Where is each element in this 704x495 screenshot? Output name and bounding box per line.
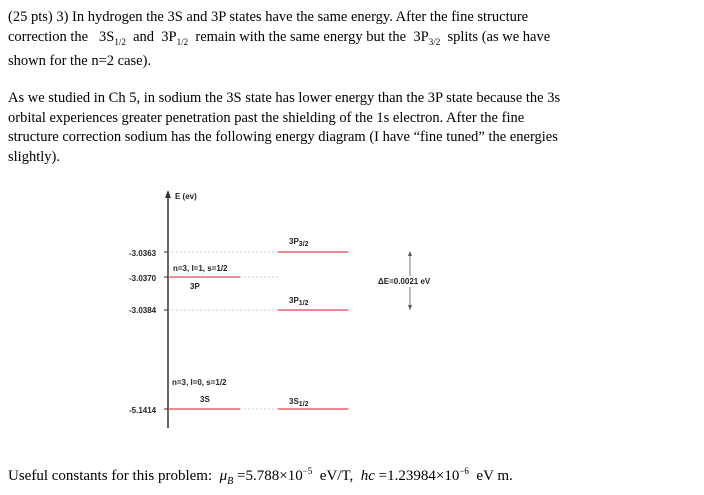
problem-line-2: correction the $3S_{1/2}$ and $3P_{1/2}$ remain with the same energy but the $3P_{3/2}$ splits (as we have	[8, 28, 551, 47]
problem-line-3: shown for the n=2 case).	[8, 52, 152, 69]
level-3p12-label: 3P1/2	[289, 296, 309, 307]
tick-label: -3.0384	[129, 306, 157, 315]
mu-b-symbol: $\mu_B$	[219, 468, 234, 487]
state-3p: $3P_{1/2}$	[161, 28, 189, 47]
mu-b-exponent: −5	[302, 466, 313, 476]
state-3p32: $3P_{3/2}$	[413, 28, 441, 47]
hc-symbol: hc	[360, 468, 375, 484]
level-3s12-label: 3S1/2	[289, 397, 309, 408]
constants-prefix: Useful constants for this problem:	[8, 468, 213, 484]
axis-arrowhead	[165, 190, 171, 198]
delta-arrowhead-up	[408, 251, 412, 256]
level-3p-label: 3P	[190, 282, 200, 291]
tick-label: -3.0370	[129, 274, 157, 283]
problem-line-1: (25 pts) 3) In hydrogen the 3S and 3P states have the same energy. After the fine structure	[8, 9, 529, 25]
mu-b-unit: eV/T,	[319, 468, 354, 484]
hc-unit: eV m.	[476, 468, 513, 484]
axis-label: E (ev)	[175, 192, 197, 201]
state-3s: $3S_{1/2}$	[99, 28, 126, 47]
sodium-line: orbital experiences greater penetration past the shielding of the 1s electron. After the fine	[8, 109, 525, 126]
sodium-line: slightly).	[8, 148, 60, 165]
tick-label: -3.0363	[129, 249, 157, 258]
constants-line	[8, 462, 698, 492]
level-3p-quantum-label: n=3, l=1, s=1/2	[173, 264, 228, 273]
sodium-line: As we studied in Ch 5, in sodium the 3S state has lower energy than the 3P state because the 3s	[8, 90, 561, 106]
hc-value: =1.23984×10	[378, 468, 460, 484]
level-3p32-label: 3P3/2	[289, 237, 309, 248]
delta-e-label: ΔE=0.0021 eV	[378, 277, 431, 286]
hc-exponent: −6	[459, 466, 469, 476]
mu-b-value: =5.788×10	[237, 468, 303, 484]
level-3s-label: 3S	[200, 395, 210, 404]
delta-arrowhead-down	[408, 305, 412, 310]
level-3s-quantum-label: n=3, l=0, s=1/2	[172, 378, 227, 387]
tick-label: -5.1414	[129, 406, 157, 415]
sodium-line: structure correction sodium has the following energy diagram (I have “fine tuned” the energies	[8, 129, 558, 145]
